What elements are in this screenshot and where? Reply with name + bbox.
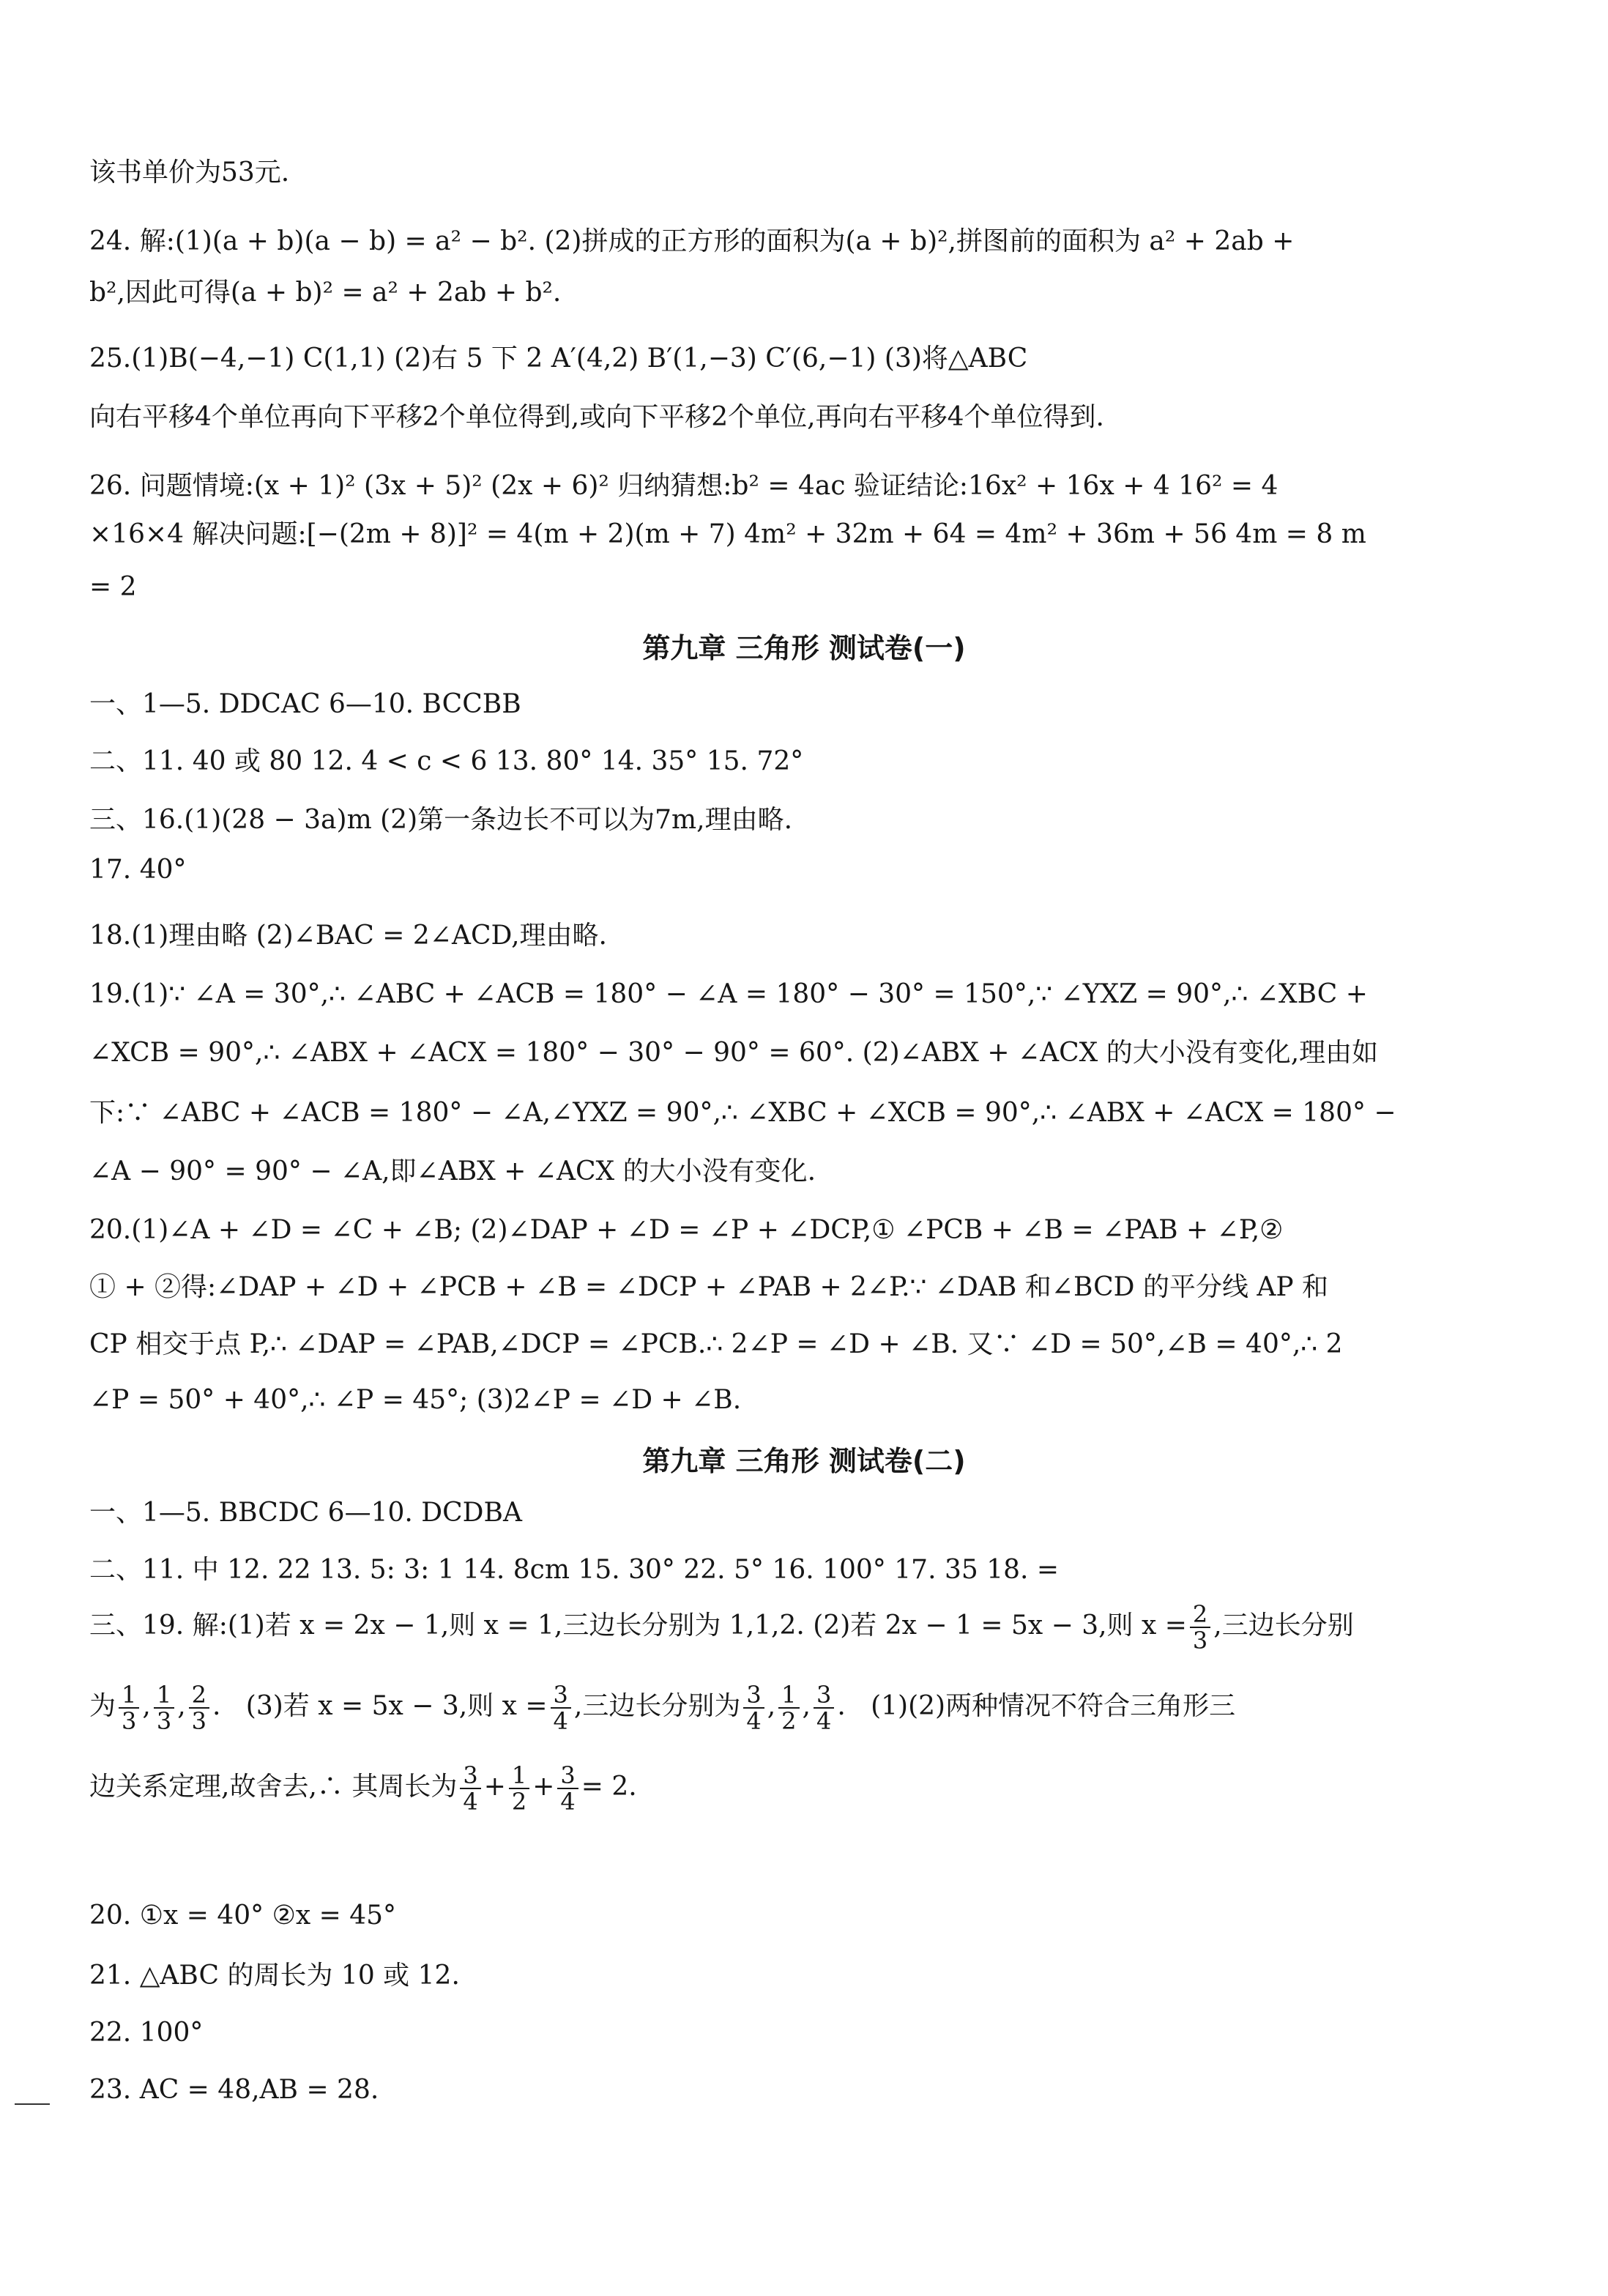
answer-line-22b: 22. 100° — [89, 2018, 204, 2048]
answer-line-19b-cont-2: 边关系定理,故舍去,∴ 其周长为 $\frac{3}{4}$ + $\frac{1}{2}$ + $\frac{3}{4}$ = 2. — [89, 1761, 637, 1816]
answer-line-20-cont-3: ∠P = 50° + 40°,∴ ∠P = 45°; (3)2∠P = ∠D + ∠B. — [89, 1385, 742, 1415]
fraction-two-thirds: $\frac{2}{3}$ — [1190, 1602, 1210, 1653]
fraction: $\frac{2}{3}$ — [189, 1682, 209, 1734]
answer-line-23-end: 该书单价为53元. — [89, 157, 290, 187]
answer-line-16: 三、16.(1)(28 − 3a)m (2)第一条边长不可以为7m,理由略. — [89, 805, 793, 835]
answer-line-26-cont: ×16×4 解决问题:[−(2m + 8)]² = 4(m + 2)(m + 7) 4m² + 32m + 64 = 4m² + 36m + 56 4m = 8 m — [89, 519, 1366, 549]
answer-line-25: 25.(1)B(−4,−1) C(1,1) (2)右 5 下 2 A′(4,2) B′(1,−3) C′(6,−1) (3)将△ABC — [89, 343, 1028, 374]
fraction: $\frac{1}{3}$ — [119, 1682, 139, 1734]
answer-line-19-cont-2: 下:∵ ∠ABC + ∠ACB = 180° − ∠A,∠YXZ = 90°,∴ ∠XBC + ∠XCB = 90°,∴ ∠ABX + ∠ACX = 180° − — [89, 1098, 1396, 1128]
answer-line-23b: 23. AC = 48,AB = 28. — [89, 2075, 379, 2105]
footer-rule — [15, 2103, 50, 2105]
fraction: $\frac{3}{4}$ — [551, 1682, 571, 1734]
fraction: $\frac{3}{4}$ — [557, 1763, 578, 1814]
answer-line-21b: 21. △ABC 的周长为 10 或 12. — [89, 1961, 460, 1991]
answer-line-25-cont: 向右平移4个单位再向下平移2个单位得到,或向下平移2个单位,再向右平移4个单位得到. — [89, 402, 1104, 432]
answer-line-20-cont-2: CP 相交于点 P,∴ ∠DAP = ∠PAB,∠DCP = ∠PCB.∴ 2∠P = ∠D + ∠B. 又∵ ∠D = 50°,∠B = 40°,∴ 2 — [89, 1329, 1343, 1359]
answer-line-choice-2: 一、1—5. BBCDC 6—10. DCDBA — [89, 1498, 522, 1528]
answer-line-19-cont-1: ∠XCB = 90°,∴ ∠ABX + ∠ACX = 180° − 30° − 90° = 60°. (2)∠ABX + ∠ACX 的大小没有变化,理由如 — [89, 1038, 1379, 1068]
answer-line-19: 19.(1)∵ ∠A = 30°,∴ ∠ABC + ∠ACB = 180° − ∠A = 180° − 30° = 150°,∵ ∠YXZ = 90°,∴ ∠XBC + — [89, 979, 1368, 1009]
answer-line-26: 26. 问题情境:(x + 1)² (3x + 5)² (2x + 6)² 归纳猜想:b² = 4ac 验证结论:16x² + 16x + 4 16² = 4 — [89, 471, 1278, 501]
section-heading-test-1: 第九章 三角形 测试卷(一) — [642, 632, 966, 664]
answer-line-20: 20.(1)∠A + ∠D = ∠C + ∠B; (2)∠DAP + ∠D = ∠P + ∠DCP,① ∠PCB + ∠B = ∠PAB + ∠P,② — [89, 1215, 1284, 1245]
answer-19b-text-1: 三、19. 解:(1)若 x = 2x − 1,则 x = 1,三边长分别为 1,1,2. (2)若 2x − 1 = 5x − 3,则 x = — [89, 1610, 1187, 1641]
answer-line-fill-1: 二、11. 40 或 80 12. 4 < c < 6 13. 80° 14. 35° 15. 72° — [89, 746, 804, 776]
answer-19b-text-2: ,三边长分别 — [1213, 1610, 1354, 1641]
answer-line-19-cont-3: ∠A − 90° = 90° − ∠A,即∠ABX + ∠ACX 的大小没有变化. — [89, 1156, 816, 1186]
fraction: $\frac{3}{4}$ — [460, 1763, 480, 1814]
answer-line-24: 24. 解:(1)(a + b)(a − b) = a² − b². (2)拼成的正方形的面积为(a + b)²,拼图前的面积为 a² + 2ab + — [89, 226, 1295, 256]
answer-line-26-end: = 2 — [89, 572, 137, 602]
fraction: $\frac{1}{3}$ — [154, 1682, 174, 1734]
answer-line-24-cont: b²,因此可得(a + b)² = a² + 2ab + b². — [89, 278, 562, 308]
answer-line-choice-1: 一、1—5. DDCAC 6—10. BCCBB — [89, 689, 521, 719]
answer-line-18: 18.(1)理由略 (2)∠BAC = 2∠ACD,理由略. — [89, 921, 607, 951]
section-heading-test-2: 第九章 三角形 测试卷(二) — [642, 1445, 966, 1477]
answer-line-19b — [89, 1597, 1444, 1655]
fraction: $\frac{1}{2}$ — [509, 1763, 529, 1814]
fraction: $\frac{3}{4}$ — [814, 1682, 834, 1734]
answer-line-fill-2: 二、11. 中 12. 22 13. 5: 3: 1 14. 8cm 15. 30° 22. 5° 16. 100° 17. 35 18. = — [89, 1555, 1060, 1585]
answer-line-20-cont-1: ① + ②得:∠DAP + ∠D + ∠PCB + ∠B = ∠DCP + ∠PAB + 2∠P.∵ ∠DAB 和∠BCD 的平分线 AP 和 — [89, 1272, 1329, 1302]
fraction: $\frac{1}{2}$ — [778, 1682, 799, 1734]
answer-line-19b-cont-1: 为 $\frac{1}{3}$ , $\frac{1}{3}$ , $\frac{2}{3}$ . (3)若 x = 5x − 3,则 x = $\frac{3}{4}$ ,三边长分别为 $\frac{3}{4}$ , $\frac{1}{2}$ , $\frac{3}{4}$ . (1)(2)两种情况不符合三角形三 — [89, 1681, 1236, 1735]
answer-line-20b: 20. ①x = 40° ②x = 45° — [89, 1901, 397, 1931]
answer-line-17: 17. 40° — [89, 855, 187, 885]
fraction: $\frac{3}{4}$ — [743, 1682, 764, 1734]
